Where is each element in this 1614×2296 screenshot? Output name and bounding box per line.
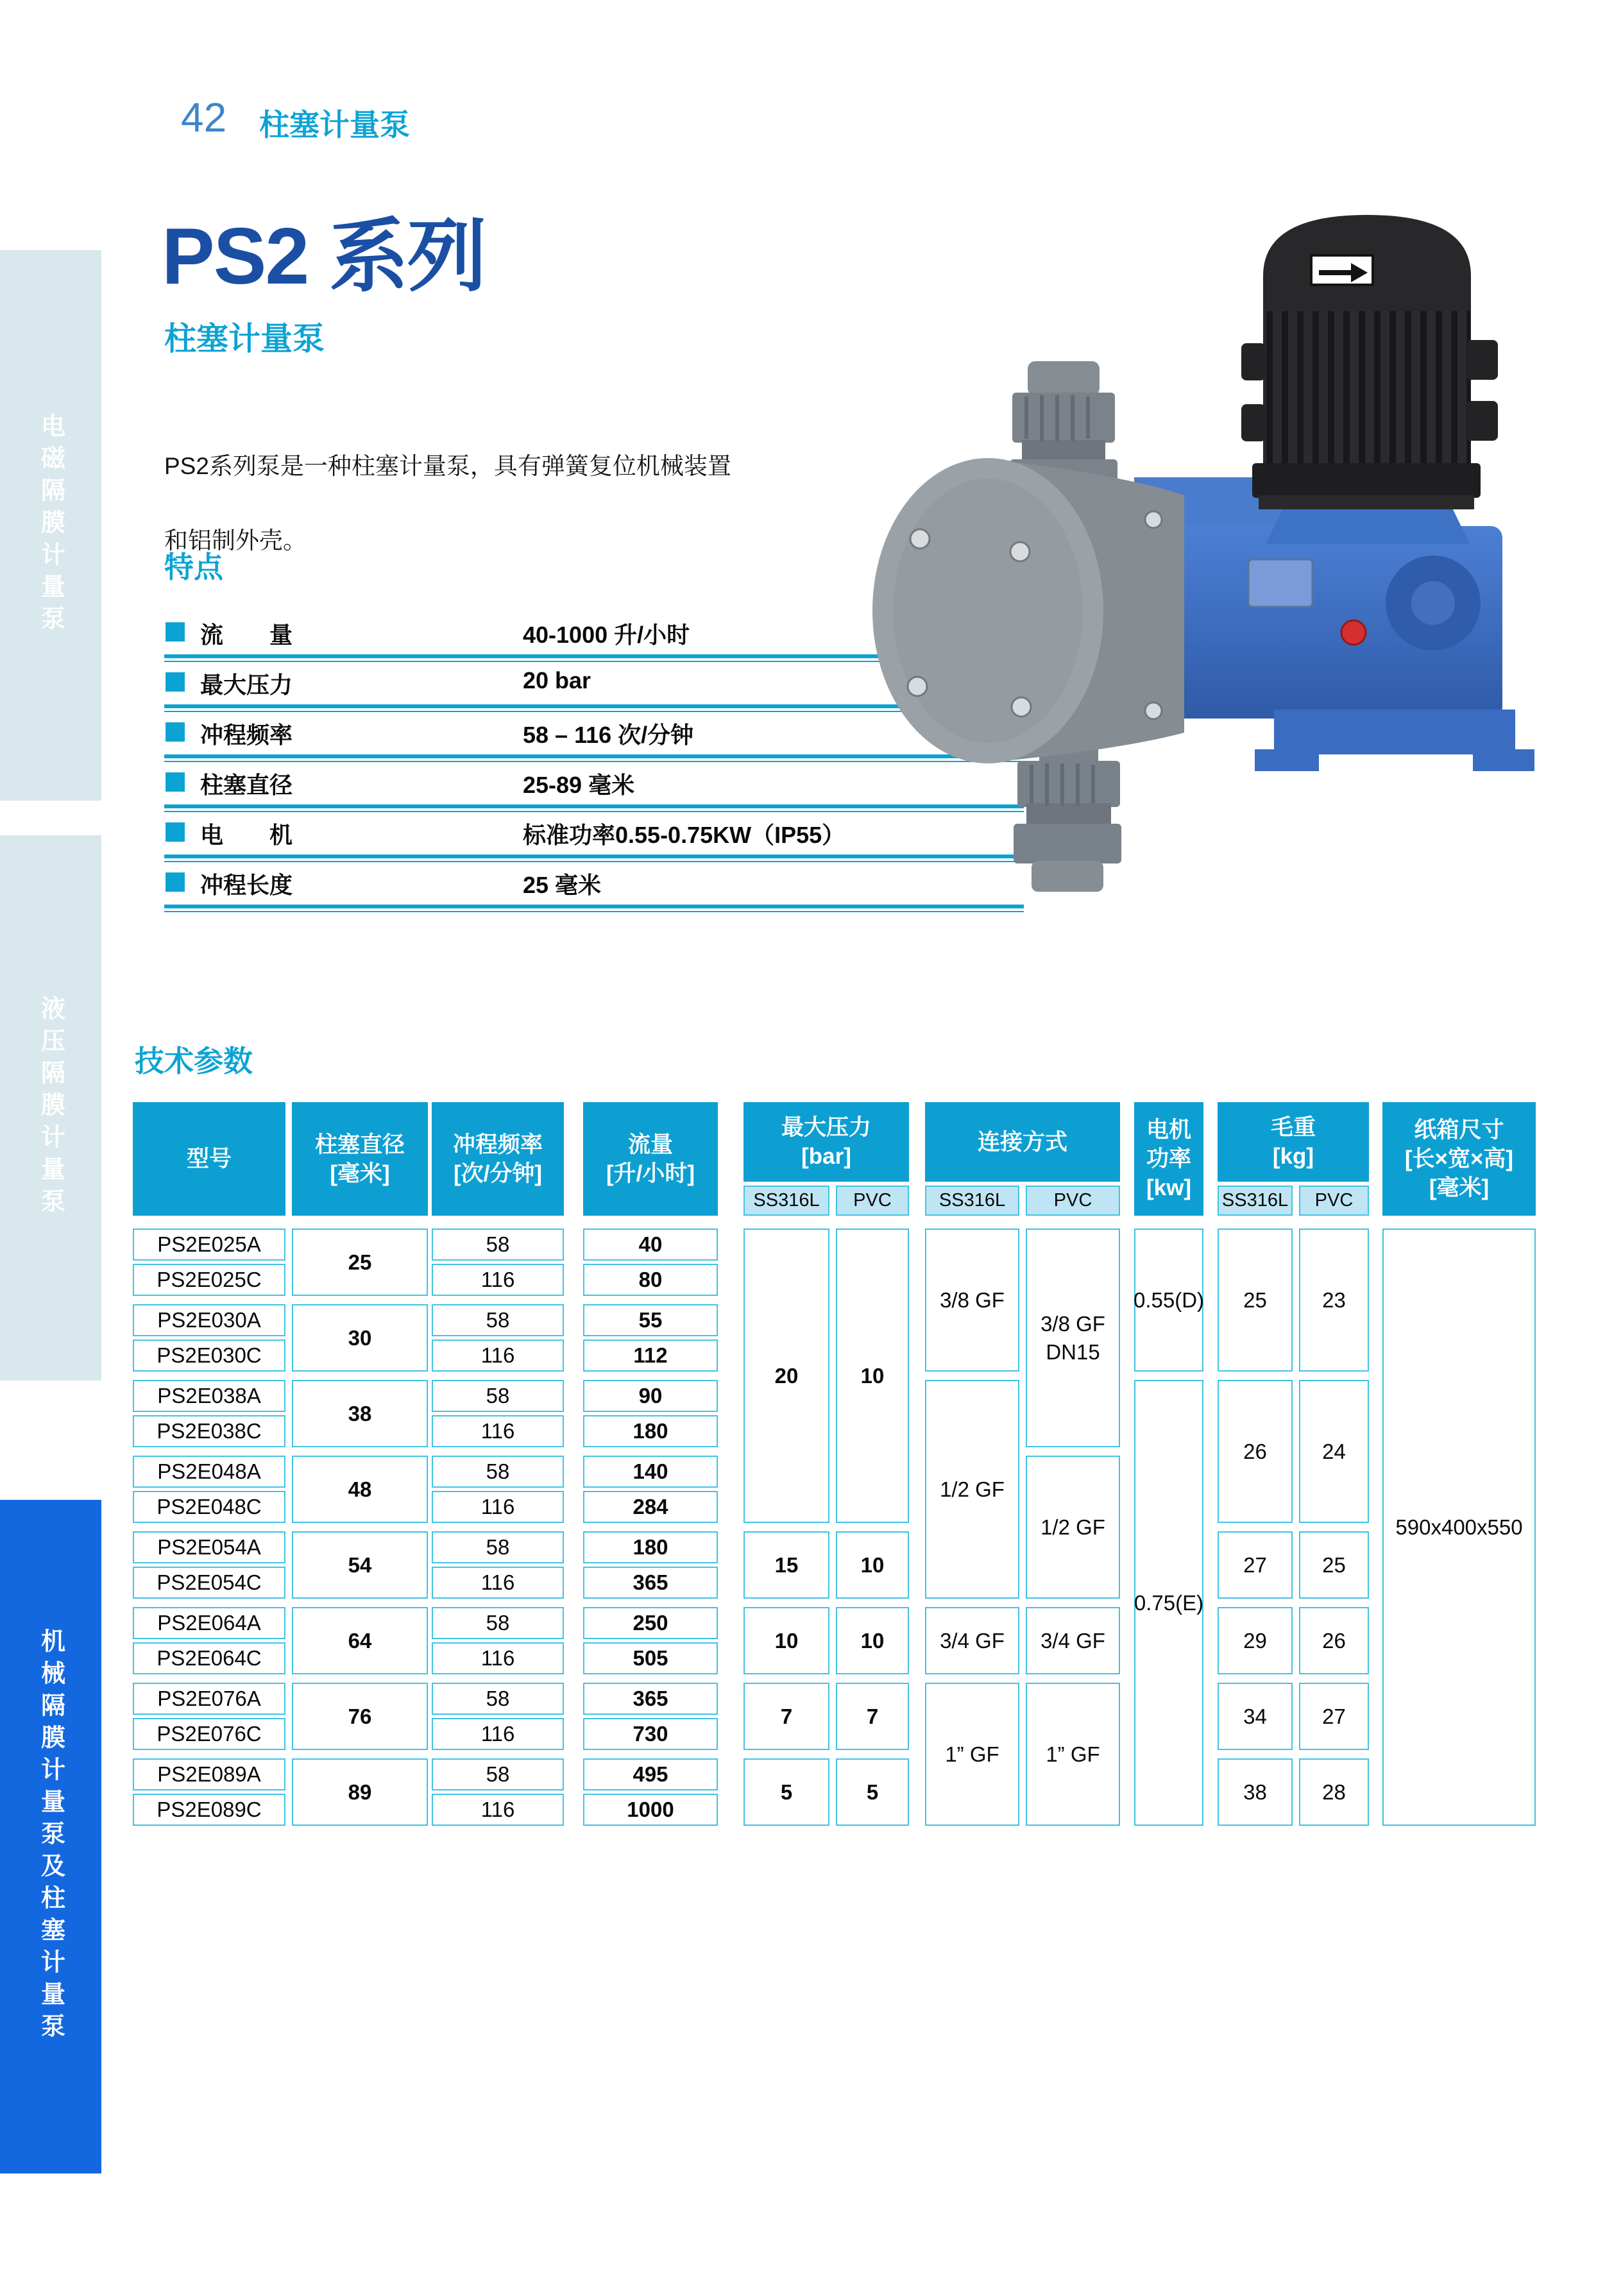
spec-cell-motor_power: [1134, 1380, 1203, 1826]
spec-header-line: [毫米]: [330, 1161, 390, 1186]
spec-cell-text: PS2E054A: [157, 1535, 261, 1559]
spec-cell-text: 15: [774, 1552, 799, 1577]
spec-subheader-pressure-1: PVC: [836, 1186, 909, 1216]
feature-value: 20 bar: [523, 667, 591, 693]
spec-cell-text: PS2E030A: [157, 1308, 261, 1332]
feature-label: 冲程频率: [200, 722, 293, 748]
feature-value: 25-89 毫米: [523, 772, 635, 798]
spec-cell-weight_pvc: [1299, 1531, 1369, 1599]
spec-cell-pressure_pvc: [836, 1607, 909, 1674]
spec-cell-text: 23: [1322, 1288, 1346, 1312]
spec-cell-text: 25: [348, 1250, 372, 1274]
spec-cell-text: 10: [774, 1628, 799, 1653]
spec-cell-text: 58: [486, 1232, 510, 1256]
feature-label: 柱塞直径: [200, 772, 293, 798]
feature-label: 电 机: [200, 822, 293, 848]
spec-cell-model: [133, 1415, 285, 1447]
spec-header-line: [bar]: [801, 1144, 851, 1169]
spec-cell-carton: [1382, 1229, 1536, 1826]
sidebar-tab-solenoid-diaphragm[interactable]: 电磁隔膜计量泵: [0, 250, 101, 801]
spec-cell-model: [133, 1304, 285, 1336]
spec-cell-flow: [583, 1794, 718, 1826]
spec-cell-text: 30: [348, 1325, 372, 1350]
feature-value: 40-1000 升/小时: [523, 622, 690, 648]
spec-header-flow: [583, 1102, 718, 1216]
spec-cell-text: PS2E025C: [157, 1268, 262, 1291]
spec-cell-connection_pvc: [1026, 1456, 1120, 1599]
spec-cell-text: 140: [633, 1459, 668, 1483]
spec-cell-text: 250: [633, 1611, 668, 1635]
spec-cell-text: 116: [480, 1343, 515, 1367]
spec-cell-model: [133, 1456, 285, 1488]
spec-cell-pressure_ss316l: [743, 1607, 829, 1674]
spec-header-connection: [925, 1102, 1120, 1182]
feature-bullet-icon: [166, 872, 185, 892]
spec-header-carton: [1382, 1102, 1536, 1216]
spec-cell-diameter: [292, 1380, 428, 1447]
spec-header-line: 型号: [186, 1146, 232, 1171]
spec-cell-connection_ss316l: [925, 1683, 1019, 1826]
spec-cell-text: 3/4 GF: [1041, 1628, 1105, 1653]
spec-cell-text: PS2E038A: [157, 1384, 261, 1407]
spec-cell-text: 116: [480, 1495, 515, 1518]
spec-cell-text: 284: [633, 1495, 668, 1518]
spec-cell-model: [133, 1642, 285, 1674]
spec-cell-text: 38: [348, 1401, 372, 1425]
spec-cell-text: 54: [348, 1552, 372, 1577]
spec-cell-text: PS2E048C: [157, 1495, 262, 1518]
spec-cell-text: 730: [633, 1722, 668, 1746]
feature-label: 流 量: [200, 622, 293, 648]
spec-cell-text: PS2E025A: [157, 1232, 261, 1256]
spec-cell-text: PS2E076C: [157, 1722, 262, 1746]
spec-cell-flow: [583, 1229, 718, 1261]
spec-cell-text: 1/2 GF: [940, 1477, 1005, 1501]
spec-cell-frequency: [432, 1758, 564, 1790]
spec-cell-text: 1/2 GF: [1041, 1515, 1105, 1539]
spec-subheader-pressure-0: SS316L: [743, 1186, 829, 1216]
page-number: 42: [181, 94, 227, 140]
spec-cell-text: 3/4 GF: [940, 1628, 1005, 1653]
spec-cell-model: [133, 1491, 285, 1523]
spec-cell-frequency: [432, 1339, 564, 1372]
spec-header-weight: [1218, 1102, 1369, 1182]
spec-cell-text: 58: [486, 1384, 510, 1407]
feature-bullet-icon: [166, 622, 185, 642]
spec-cell-text: 590x400x550: [1395, 1515, 1523, 1539]
spec-cell-text: 20: [774, 1363, 799, 1388]
spec-cell-text: 5: [866, 1780, 879, 1804]
spec-cell-model: [133, 1683, 285, 1715]
feature-bullet-icon: [166, 722, 185, 742]
feature-value: 标准功率0.55-0.75KW（IP55）: [523, 822, 845, 848]
spec-cell-weight_ss316l: [1218, 1683, 1293, 1750]
spec-cell-frequency: [432, 1718, 564, 1750]
spec-cell-text: 64: [348, 1628, 372, 1653]
spec-cell-text: 5: [780, 1780, 793, 1804]
spec-cell-text: PS2E038C: [157, 1419, 262, 1443]
spec-cell-model: [133, 1794, 285, 1826]
spec-cell-text: 90: [638, 1384, 663, 1407]
spec-cell-weight_ss316l: [1218, 1607, 1293, 1674]
spec-cell-flow: [583, 1339, 718, 1372]
spec-cell-model: [133, 1607, 285, 1639]
spec-cell-text: 10: [860, 1363, 885, 1388]
spec-cell-flow: [583, 1718, 718, 1750]
spec-cell-text: 25: [1322, 1552, 1346, 1577]
spec-header-pressure: [743, 1102, 909, 1182]
spec-cell-flow: [583, 1531, 718, 1563]
spec-cell-text: 24: [1322, 1439, 1346, 1463]
spec-cell-text: 365: [633, 1570, 668, 1594]
spec-cell-text: 55: [638, 1308, 663, 1332]
spec-cell-frequency: [432, 1683, 564, 1715]
spec-cell-text: 495: [633, 1762, 668, 1786]
spec-cell-text: 26: [1243, 1439, 1267, 1463]
spec-header-line: [长×宽×高]: [1404, 1146, 1514, 1171]
spec-cell-text: 38: [1243, 1780, 1267, 1804]
spec-cell-diameter: [292, 1531, 428, 1599]
pump-product-image: [866, 180, 1614, 1026]
spec-cell-text: 3/8 GF: [940, 1288, 1005, 1312]
spec-cell-text: 116: [480, 1419, 515, 1443]
pump-head: [872, 458, 1184, 763]
spec-header-line: 冲程频率: [452, 1132, 543, 1157]
spec-cell-text: PS2E089A: [157, 1762, 261, 1786]
spec-cell-weight_ss316l: [1218, 1380, 1293, 1523]
spec-cell-connection_ss316l: [925, 1229, 1019, 1372]
spec-cell-text: 180: [633, 1535, 668, 1559]
sidebar-tab-mechanical-diaphragm-plunger[interactable]: 机械隔膜计量泵及柱塞计量泵: [0, 1500, 101, 2173]
spec-subheader-weight-0: SS316L: [1218, 1186, 1293, 1216]
spec-subheader-weight-1: PVC: [1299, 1186, 1369, 1216]
spec-cell-connection_pvc: [1026, 1229, 1120, 1447]
series-title: PS2 系列: [162, 212, 486, 301]
page-category: 柱塞计量泵: [259, 108, 410, 142]
feature-bullet-icon: [166, 772, 185, 792]
spec-cell-frequency: [432, 1264, 564, 1296]
feature-bullet-icon: [166, 822, 185, 842]
feature-label: 最大压力: [200, 672, 293, 698]
spec-cell-flow: [583, 1304, 718, 1336]
spec-cell-model: [133, 1758, 285, 1790]
spec-cell-text: 0.75(E): [1134, 1590, 1204, 1615]
spec-header-line: 纸箱尺寸: [1414, 1118, 1504, 1143]
spec-cell-frequency: [432, 1642, 564, 1674]
spec-header-line: 流量: [627, 1132, 673, 1157]
features-title: 特点: [164, 550, 223, 584]
spec-cell-text: 1000: [627, 1798, 674, 1821]
spec-cell-text: 3/8 GF: [1041, 1311, 1105, 1336]
feature-value: 58 – 116 次/分钟: [523, 722, 694, 748]
spec-cell-weight_ss316l: [1218, 1531, 1293, 1599]
spec-cell-text: 58: [486, 1687, 510, 1710]
spec-cell-pressure_ss316l: [743, 1229, 829, 1523]
spec-cell-diameter: [292, 1304, 428, 1372]
spec-cell-text: PS2E064A: [157, 1611, 261, 1635]
spec-header-line: 功率: [1146, 1146, 1191, 1171]
spec-cell-text: 76: [348, 1704, 372, 1728]
spec-cell-model: [133, 1531, 285, 1563]
spec-cell-pressure_pvc: [836, 1531, 909, 1599]
spec-cell-weight_pvc: [1299, 1607, 1369, 1674]
spec-cell-text: 116: [480, 1646, 515, 1670]
spec-subheader-connection-1: PVC: [1026, 1186, 1120, 1216]
spec-cell-text: 0.55(D): [1133, 1288, 1205, 1312]
spec-cell-model: [133, 1567, 285, 1599]
spec-cell-frequency: [432, 1567, 564, 1599]
spec-cell-text: 80: [638, 1268, 663, 1291]
spec-cell-model: [133, 1380, 285, 1412]
spec-cell-text: 1” GF: [1046, 1742, 1100, 1766]
spec-cell-frequency: [432, 1607, 564, 1639]
spec-cell-diameter: [292, 1229, 428, 1296]
series-description-line: PS2系列泵是一种柱塞计量泵，具有弹簧复位机械装置: [164, 453, 731, 479]
spec-cell-weight_ss316l: [1218, 1229, 1293, 1372]
spec-subheader-connection-0: SS316L: [925, 1186, 1019, 1216]
spec-cell-text: PS2E089C: [157, 1798, 262, 1821]
series-description-line: 和铝制外壳。: [164, 527, 307, 554]
spec-header-line: [毫米]: [1429, 1175, 1490, 1200]
spec-cell-model: [133, 1229, 285, 1261]
feature-value: 25 毫米: [523, 872, 602, 898]
spec-cell-text: 1” GF: [945, 1742, 999, 1766]
spec-cell-frequency: [432, 1456, 564, 1488]
spec-header-line: [升/小时]: [606, 1161, 695, 1186]
spec-cell-text: PS2E048A: [157, 1459, 261, 1483]
spec-cell-pressure_ss316l: [743, 1683, 829, 1750]
spec-cell-text: 58: [486, 1762, 510, 1786]
spec-cell-diameter: [292, 1607, 428, 1674]
spec-cell-flow: [583, 1264, 718, 1296]
spec-cell-model: [133, 1339, 285, 1372]
spec-cell-text: PS2E054C: [157, 1570, 262, 1594]
sidebar-tab-hydraulic-diaphragm[interactable]: 液压隔膜计量泵: [0, 835, 101, 1381]
spec-cell-text: 116: [480, 1722, 515, 1746]
spec-cell-frequency: [432, 1229, 564, 1261]
spec-cell-pressure_pvc: [836, 1683, 909, 1750]
spec-cell-text: PS2E030C: [157, 1343, 262, 1367]
spec-cell-frequency: [432, 1531, 564, 1563]
spec-cell-text: 28: [1322, 1780, 1346, 1804]
spec-cell-text: 10: [860, 1552, 885, 1577]
spec-header-line: 电机: [1146, 1118, 1191, 1143]
spec-cell-connection_pvc: [1026, 1683, 1120, 1826]
spec-cell-text: 505: [633, 1646, 668, 1670]
spec-header-line: 最大压力: [781, 1115, 871, 1140]
feature-bullet-icon: [166, 672, 185, 692]
spec-cell-flow: [583, 1491, 718, 1523]
spec-cell-text: 10: [860, 1628, 885, 1653]
spec-cell-text: 180: [633, 1419, 668, 1443]
spec-cell-text: 48: [348, 1477, 372, 1501]
spec-cell-pressure_pvc: [836, 1229, 909, 1523]
spec-cell-text: 89: [348, 1780, 372, 1804]
spec-cell-motor_power: [1134, 1229, 1203, 1372]
spec-cell-text: PS2E076A: [157, 1687, 261, 1710]
spec-cell-text: 7: [866, 1704, 879, 1728]
spec-cell-text: 26: [1322, 1628, 1346, 1653]
spec-cell-text: 58: [486, 1459, 510, 1483]
spec-cell-frequency: [432, 1380, 564, 1412]
spec-cell-diameter: [292, 1456, 428, 1523]
bottom-union-fitting: [1014, 736, 1121, 892]
spec-cell-text: 27: [1243, 1552, 1267, 1577]
spec-cell-text: 40: [638, 1232, 663, 1256]
spec-cell-connection_ss316l: [925, 1380, 1019, 1599]
spec-cell-text: DN15: [1046, 1339, 1100, 1364]
spec-header-line: 连接方式: [977, 1129, 1067, 1155]
spec-cell-text: 365: [633, 1687, 668, 1710]
specs-title: 技术参数: [135, 1044, 253, 1078]
spec-cell-flow: [583, 1415, 718, 1447]
feature-label: 冲程长度: [200, 872, 293, 898]
spec-cell-frequency: [432, 1415, 564, 1447]
spec-cell-diameter: [292, 1683, 428, 1750]
spec-cell-model: [133, 1718, 285, 1750]
spec-cell-text: 27: [1322, 1704, 1346, 1728]
spec-header-line: 毛重: [1270, 1115, 1316, 1140]
spec-cell-text: 112: [633, 1343, 668, 1367]
series-subtitle: 柱塞计量泵: [164, 321, 325, 357]
spec-cell-connection_pvc: [1026, 1607, 1120, 1674]
spec-cell-connection_ss316l: [925, 1607, 1019, 1674]
spec-cell-text: 116: [480, 1570, 515, 1594]
spec-header-line: [kw]: [1146, 1175, 1191, 1200]
spec-header-line: [kg]: [1272, 1144, 1314, 1169]
spec-cell-text: 116: [480, 1268, 515, 1291]
spec-cell-text: 116: [480, 1798, 515, 1821]
spec-header-frequency: [432, 1102, 564, 1216]
spec-cell-weight_pvc: [1299, 1229, 1369, 1372]
spec-cell-text: 58: [486, 1611, 510, 1635]
spec-cell-pressure_ss316l: [743, 1758, 829, 1826]
spec-cell-weight_pvc: [1299, 1380, 1369, 1523]
spec-cell-weight_pvc: [1299, 1683, 1369, 1750]
spec-cell-flow: [583, 1607, 718, 1639]
spec-cell-flow: [583, 1456, 718, 1488]
spec-cell-flow: [583, 1380, 718, 1412]
spec-cell-flow: [583, 1683, 718, 1715]
pump-motor: [1241, 215, 1498, 544]
spec-cell-text: 34: [1243, 1704, 1267, 1728]
spec-cell-text: 7: [780, 1704, 793, 1728]
spec-header-line: 柱塞直径: [314, 1132, 405, 1157]
spec-cell-text: 58: [486, 1308, 510, 1332]
spec-cell-frequency: [432, 1491, 564, 1523]
spec-cell-text: 58: [486, 1535, 510, 1559]
spec-header-diameter: [292, 1102, 428, 1216]
spec-cell-text: PS2E064C: [157, 1646, 262, 1670]
spec-cell-flow: [583, 1567, 718, 1599]
spec-header-line: [次/分钟]: [453, 1161, 543, 1186]
spec-cell-pressure_ss316l: [743, 1531, 829, 1599]
spec-cell-flow: [583, 1758, 718, 1790]
drain-plug: [1341, 620, 1366, 645]
spec-cell-text: 29: [1243, 1628, 1267, 1653]
spec-cell-diameter: [292, 1758, 428, 1826]
spec-cell-weight_pvc: [1299, 1758, 1369, 1826]
spec-cell-model: [133, 1264, 285, 1296]
spec-cell-pressure_pvc: [836, 1758, 909, 1826]
spec-header-model: [133, 1102, 285, 1216]
spec-cell-frequency: [432, 1794, 564, 1826]
spec-cell-flow: [583, 1642, 718, 1674]
spec-cell-frequency: [432, 1304, 564, 1336]
spec-cell-weight_ss316l: [1218, 1758, 1293, 1826]
spec-header-power: [1134, 1102, 1203, 1216]
spec-cell-text: 25: [1243, 1288, 1267, 1312]
